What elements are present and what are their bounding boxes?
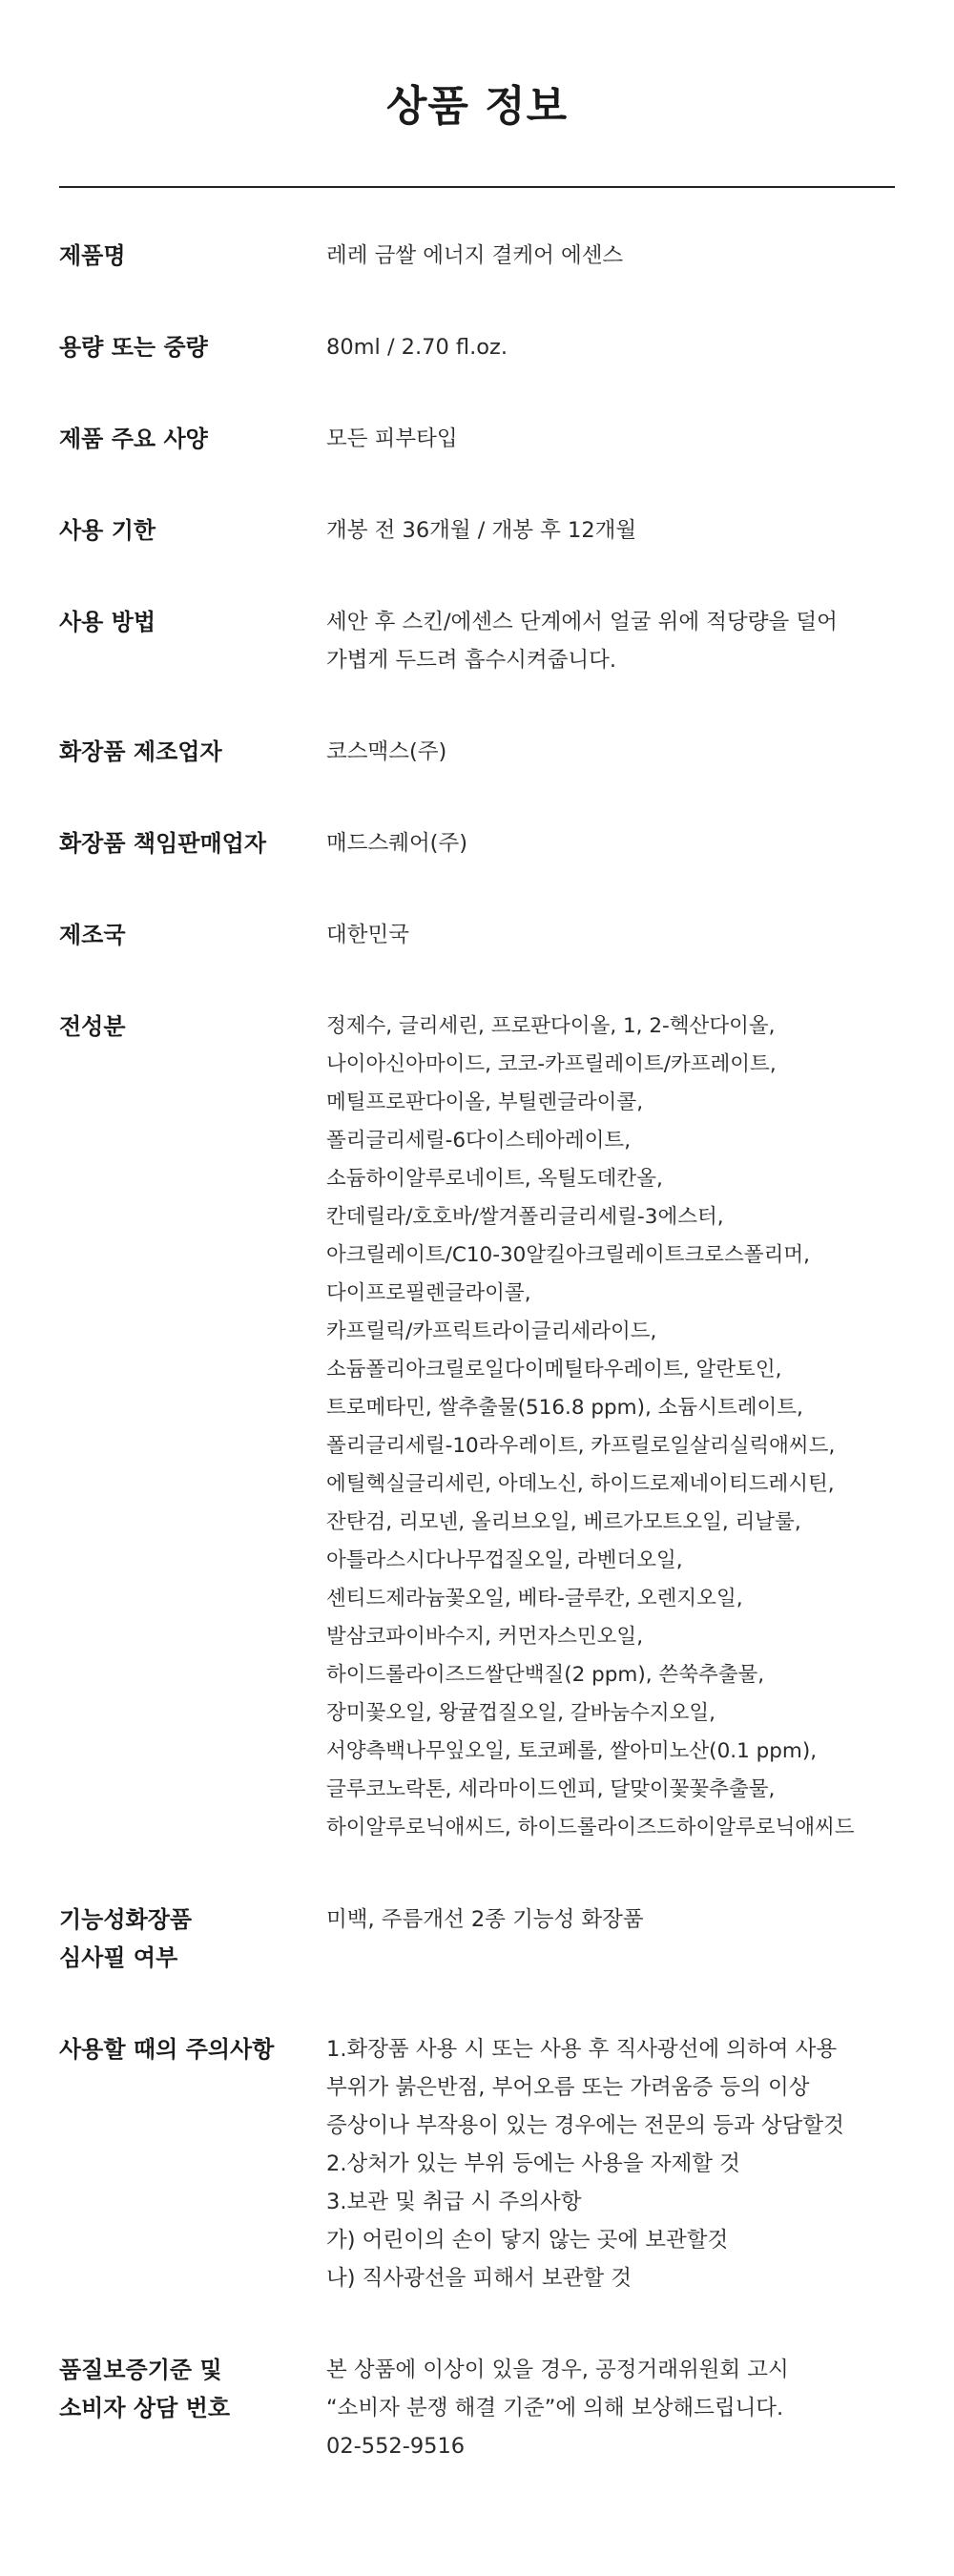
spec-row-usage	[59, 603, 918, 679]
product-info-list	[59, 237, 918, 2465]
spec-row-functional	[59, 1901, 918, 1977]
spec-row-distributor	[59, 824, 918, 862]
spec-label: 품질보증기준 및 소비자 상담 번호	[59, 2357, 230, 2421]
spec-value: 세안 후 스킨/에센스 단계에서 얼굴 위에 적당량을 덜어 가볍게 두드려 흡수시켜줍니다.	[326, 610, 838, 673]
spec-label: 사용 기한	[59, 517, 156, 544]
spec-value: 본 상품에 이상이 있을 경우, 공정거래위원회 고시 “소비자 분쟁 해결 기준”에 의해 보상해드립니다. 02-552-9516	[326, 2358, 789, 2459]
spec-row-precautions	[59, 2030, 918, 2297]
spec-row-country	[59, 916, 918, 954]
spec-label: 사용 방법	[59, 609, 156, 635]
spec-row-expiry	[59, 511, 918, 550]
spec-row-main-spec	[59, 420, 918, 458]
spec-value: 모든 피부타입	[326, 426, 458, 451]
spec-value: 1.화장품 사용 시 또는 사용 후 직사광선에 의하여 사용 부위가 붉은반점, 부어오름 또는 가려움증 등의 이상 증상이나 부작용이 있는 경우에는 전문의 등과 상담할것 2.상처가 있는 부위 등에는 사용을 자제할 것 3.보관 및 취급 시 주의사항 가) 어린이의 손이 닿지 않는 곳에 보관할것 나) 직사광선을 피해서 보관할 것	[326, 2037, 844, 2291]
spec-value: 미백, 주름개선 2종 기능성 화장품	[326, 1907, 644, 1932]
spec-label: 제품 주요 사양	[59, 426, 208, 452]
spec-value: 개봉 전 36개월 / 개봉 후 12개월	[326, 518, 637, 543]
spec-label: 용량 또는 중량	[59, 334, 208, 361]
spec-label: 사용할 때의 주의사항	[59, 2036, 275, 2063]
spec-label: 화장품 제조업자	[59, 738, 222, 765]
page-title: 상품 정보	[385, 82, 569, 131]
spec-value: 매드스퀘어(주)	[326, 831, 467, 856]
spec-value: 정제수, 글리세린, 프로판다이올, 1, 2-헥산다이올, 나이아신아마이드, 코코-카프릴레이트/카프레이트, 메틸프로판다이올, 부틸렌글라이콜, 폴리글리세릴-6다이스테아레이트, 소듐하이알루로네이트, 옥틸도데칸올, 칸데릴라/호호바/쌀겨폴리글리세릴-3에스터, 아크릴레이트/C10-30알킬아크릴레이트크로스폴리머, 다이프로필렌글라이콜, 카프릴릭/카프릭트라이글리세라이드, 소듐폴리아크릴로일다이메틸타우레이트, 알란토인, 트로메타민, 쌀추출물(516.8 ppm), 소듐시트레이트, 폴리글리세릴-10라우레이트, 카프릴로일살리실릭애씨드, 에틸헥실글리세린, 아데노신, 하이드로제네이티드레시틴, 잔탄검, 리모넨, 올리브오일, 베르가모트오일, 리날룰, 아틀라스시다나무껍질오일, 라벤더오일, 센티드제라늄꽃오일, 베타-글루칸, 오렌지오일, 발삼코파이바수지, 커먼자스민오일, 하이드롤라이즈드쌀단백질(2 ppm), 쓴쑥추출물, 장미꽃오일, 왕귤껍질오일, 갈바눔수지오일, 서양측백나무잎오일, 토코페롤, 쌀아미노산(0.1 ppm), 글루코노락톤, 세라마이드엔피, 달맞이꽃꽃추출물, 하이알루로닉애씨드, 하이드롤라이즈드하이알루로닉애씨드	[326, 1014, 855, 1839]
spec-value: 코스맥스(주)	[326, 739, 447, 764]
spec-label: 제조국	[59, 922, 126, 948]
spec-value: 대한민국	[326, 923, 409, 947]
spec-label: 제품명	[59, 242, 126, 269]
spec-value: 80ml / 2.70 fl.oz.	[326, 335, 508, 360]
spec-label: 화장품 책임판매업자	[59, 830, 267, 857]
spec-value: 레레 금쌀 에너지 결케어 에센스	[326, 243, 624, 268]
spec-row-product-name	[59, 237, 918, 275]
spec-row-ingredients	[59, 1008, 918, 1847]
spec-label: 전성분	[59, 1013, 126, 1040]
spec-row-quality-contact	[59, 2351, 918, 2465]
spec-row-manufacturer	[59, 733, 918, 771]
spec-label: 기능성화장품 심사필 여부	[59, 1906, 193, 1971]
spec-row-volume	[59, 328, 918, 366]
title-divider	[59, 186, 895, 188]
